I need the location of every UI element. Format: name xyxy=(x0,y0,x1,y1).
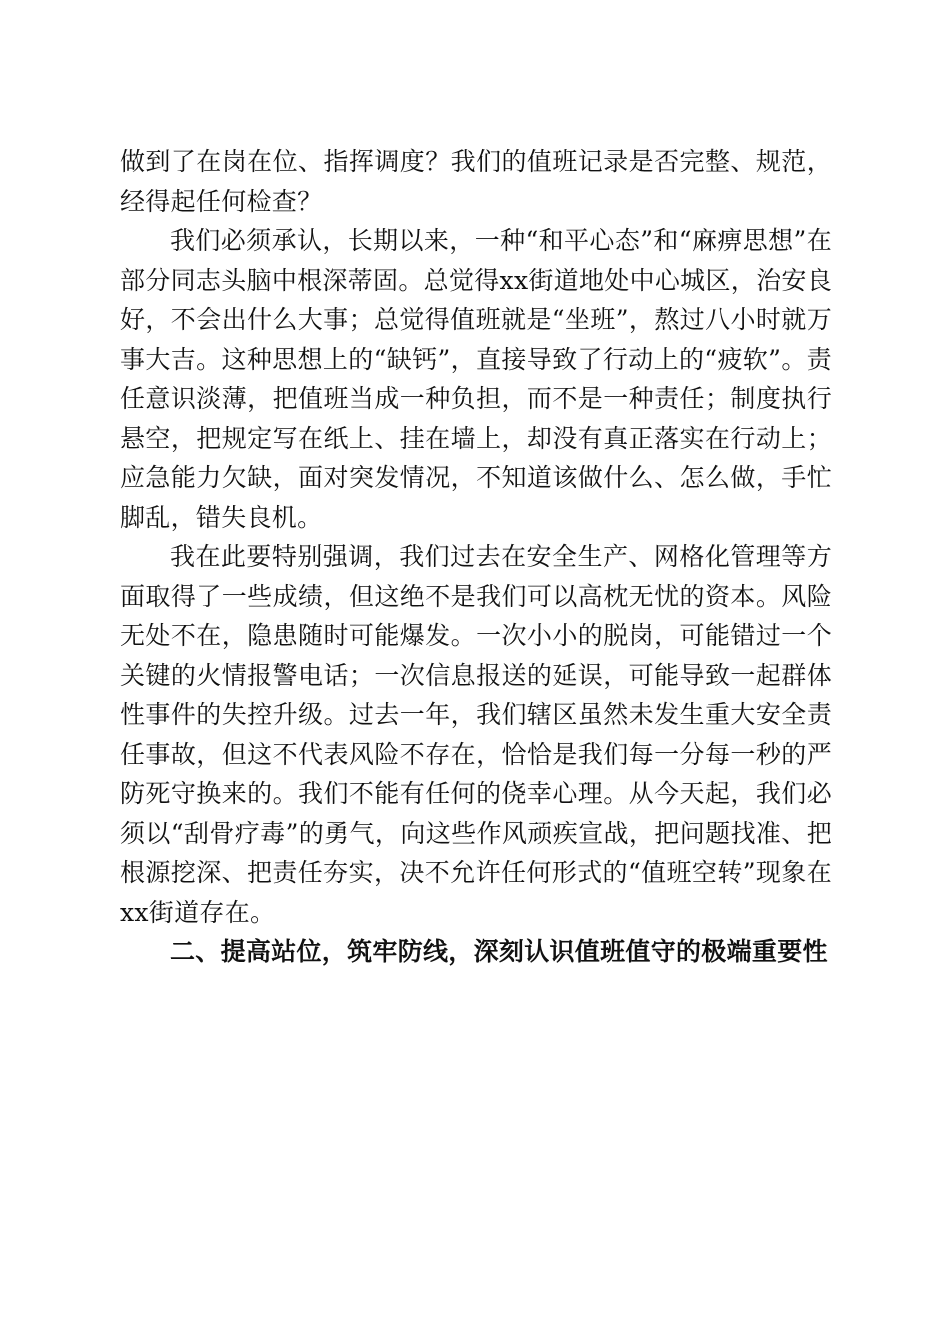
section-heading: 二、提高站位，筑牢防线，深刻认识值班值守的极端重要性 xyxy=(170,937,828,966)
document-body xyxy=(120,142,832,972)
paragraph-risk-emphasis: 我在此要特别强调，我们过去在安全生产、网格化管理等方面取得了一些成绩，但这绝不是我们可以高枕无忧的资本。风险无处不在，隐患随时可能爆发。一次小小的脱岗，可能错过一个关键的火情报警电话；一次信息报送的延误，可能导致一起群体性事件的失控升级。过去一年，我们辖区虽然未发生重大安全责任事故，但这不代表风险不存在，恰恰是我们每一分每一秒的严防死守换来的。我们不能有任何的侥幸心理。从今天起，我们必须以“刮骨疗毒”的勇气，向这些作风顽疾宣战，把问题找准、把根源挖深、把责任夯实，决不允许任何形式的“值班空转”现象在xx街道存在。 xyxy=(120,542,832,927)
paragraph-mindset-problems: 我们必须承认，长期以来，一种“和平心态”和“麻痹思想”在部分同志头脑中根深蒂固。总觉得xx街道地处中心城区，治安良好，不会出什么大事；总觉得值班就是“坐班”，熬过八小时就万事大吉。这种思想上的“缺钙”，直接导致了行动上的“疲软”。责任意识淡薄，把值班当成一种负担，而不是一种责任；制度执行悬空，把规定写在纸上、挂在墙上，却没有真正落实在行动上；应急能力欠缺，面对突发情况，不知道该做什么、怎么做，手忙脚乱，错失良机。 xyxy=(120,226,832,532)
paragraph-continuation: 做到了在岗在位、指挥调度？我们的值班记录是否完整、规范，经得起任何检查？ xyxy=(120,147,832,216)
